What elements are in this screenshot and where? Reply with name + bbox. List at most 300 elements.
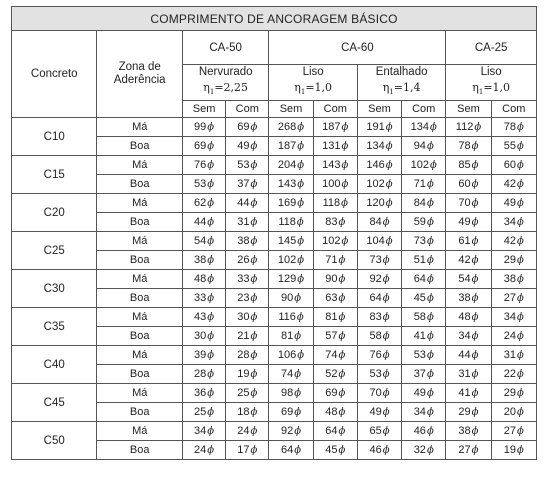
length-cell xyxy=(402,251,446,270)
phi-symbol: ϕ xyxy=(250,122,258,134)
phi-symbol: ϕ xyxy=(382,426,390,438)
length-cell xyxy=(402,308,446,327)
length-value: 57 xyxy=(325,330,338,343)
length-cell xyxy=(313,365,357,384)
phi-symbol: ϕ xyxy=(338,445,346,457)
phi-symbol: ϕ xyxy=(471,198,479,210)
length-value: 106 xyxy=(277,349,297,362)
concrete-class: C10 xyxy=(12,118,97,156)
length-value: 85 xyxy=(458,159,471,172)
length-value: 120 xyxy=(366,197,385,210)
phi-symbol: ϕ xyxy=(517,369,524,381)
length-value: 38 xyxy=(237,235,250,248)
length-value: 131 xyxy=(322,140,341,153)
length-value: 31 xyxy=(503,349,516,362)
phi-symbol: ϕ xyxy=(207,274,215,286)
phi-symbol: ϕ xyxy=(517,236,524,248)
length-value: 51 xyxy=(413,254,426,267)
phi-symbol: ϕ xyxy=(471,350,479,362)
length-cell xyxy=(182,232,225,251)
length-value: 24 xyxy=(237,425,250,438)
length-value: 24 xyxy=(194,444,207,457)
length-value: 49 xyxy=(369,406,382,419)
length-value: 19 xyxy=(237,368,250,381)
phi-symbol: ϕ xyxy=(385,179,393,191)
phi-symbol: ϕ xyxy=(517,255,524,267)
phi-symbol: ϕ xyxy=(207,122,215,134)
length-cell xyxy=(226,384,269,403)
phi-symbol: ϕ xyxy=(471,369,479,381)
length-cell xyxy=(491,232,536,251)
phi-symbol: ϕ xyxy=(338,407,346,419)
length-cell xyxy=(491,156,536,175)
length-value: 92 xyxy=(369,273,382,286)
table-row xyxy=(12,156,537,175)
length-cell xyxy=(226,175,269,194)
phi-symbol: ϕ xyxy=(517,179,524,191)
length-cell xyxy=(357,403,401,422)
phi-symbol: ϕ xyxy=(207,160,215,172)
length-value: 31 xyxy=(458,368,471,381)
length-cell xyxy=(357,346,401,365)
length-value: 134 xyxy=(410,121,429,134)
length-value: 83 xyxy=(325,216,338,229)
length-value: 98 xyxy=(280,387,294,400)
length-value: 146 xyxy=(366,159,385,172)
bar-type-label: Liso xyxy=(302,66,324,78)
length-cell xyxy=(226,251,269,270)
coef-subscript: 1 xyxy=(300,88,306,97)
length-cell xyxy=(313,156,357,175)
phi-symbol: ϕ xyxy=(471,217,479,229)
length-value: 25 xyxy=(237,387,250,400)
length-value: 78 xyxy=(503,121,516,134)
table-title: COMPRIMENTO DE ANCORAGEM BÁSICO xyxy=(12,7,537,31)
bond-zone: Boa xyxy=(97,137,182,156)
table-row xyxy=(12,422,537,441)
concrete-class: C30 xyxy=(12,270,97,308)
length-value: 81 xyxy=(280,330,294,343)
phi-symbol: ϕ xyxy=(517,331,524,343)
length-value: 84 xyxy=(413,197,426,210)
length-cell xyxy=(182,384,225,403)
header-com: Com xyxy=(491,101,536,118)
bond-zone: Má xyxy=(97,346,182,365)
length-cell xyxy=(313,289,357,308)
phi-symbol: ϕ xyxy=(382,312,390,324)
length-cell xyxy=(446,137,491,156)
length-cell xyxy=(269,118,313,137)
length-cell xyxy=(269,137,313,156)
length-cell xyxy=(357,194,401,213)
phi-symbol: ϕ xyxy=(207,331,215,343)
phi-symbol: ϕ xyxy=(517,122,524,134)
length-cell xyxy=(446,289,491,308)
length-cell xyxy=(182,422,225,441)
phi-symbol: ϕ xyxy=(517,141,524,153)
length-value: 34 xyxy=(458,330,471,343)
length-value: 21 xyxy=(237,330,250,343)
length-cell xyxy=(491,403,536,422)
phi-symbol: ϕ xyxy=(471,255,479,267)
length-value: 53 xyxy=(413,349,426,362)
length-value: 92 xyxy=(280,425,294,438)
length-cell xyxy=(402,441,446,460)
length-value: 102 xyxy=(366,178,385,191)
phi-symbol: ϕ xyxy=(297,122,305,134)
phi-symbol: ϕ xyxy=(338,255,346,267)
header-sem: Sem xyxy=(269,101,313,118)
coef-symbol: η xyxy=(472,81,479,94)
length-cell xyxy=(402,175,446,194)
phi-symbol: ϕ xyxy=(517,293,524,305)
length-value: 102 xyxy=(410,159,429,172)
phi-symbol: ϕ xyxy=(294,407,302,419)
length-cell xyxy=(182,251,225,270)
phi-symbol: ϕ xyxy=(426,350,434,362)
length-value: 83 xyxy=(369,311,382,324)
length-value: 112 xyxy=(455,121,474,134)
length-cell xyxy=(446,156,491,175)
bond-zone: Boa xyxy=(97,327,182,346)
length-cell xyxy=(491,137,536,156)
length-cell xyxy=(446,194,491,213)
phi-symbol: ϕ xyxy=(297,179,305,191)
bar-type-label: Entalhado xyxy=(375,66,428,78)
length-cell xyxy=(182,327,225,346)
phi-symbol: ϕ xyxy=(294,293,302,305)
length-cell xyxy=(226,137,269,156)
phi-symbol: ϕ xyxy=(207,217,215,229)
length-cell xyxy=(491,422,536,441)
length-cell xyxy=(313,194,357,213)
phi-symbol: ϕ xyxy=(250,312,258,324)
bond-zone: Má xyxy=(97,270,182,289)
coef-subscript: 1 xyxy=(209,88,215,97)
length-value: 33 xyxy=(237,273,250,286)
length-cell xyxy=(269,441,313,460)
length-cell xyxy=(357,137,401,156)
phi-symbol: ϕ xyxy=(426,236,434,248)
phi-symbol: ϕ xyxy=(517,350,524,362)
length-cell xyxy=(182,441,225,460)
length-value: 27 xyxy=(503,292,516,305)
anchorage-length-table xyxy=(11,6,537,460)
table-row xyxy=(12,194,537,213)
length-cell xyxy=(402,270,446,289)
length-cell xyxy=(313,346,357,365)
length-cell xyxy=(491,308,536,327)
bond-zone: Boa xyxy=(97,289,182,308)
phi-symbol: ϕ xyxy=(382,369,390,381)
length-value: 102 xyxy=(322,235,341,248)
phi-symbol: ϕ xyxy=(250,198,258,210)
length-value: 41 xyxy=(413,330,426,343)
length-cell xyxy=(313,327,357,346)
length-value: 143 xyxy=(277,178,297,191)
phi-symbol: ϕ xyxy=(385,141,393,153)
phi-symbol: ϕ xyxy=(426,198,434,210)
length-value: 71 xyxy=(325,254,338,267)
phi-symbol: ϕ xyxy=(382,350,390,362)
length-value: 58 xyxy=(369,330,382,343)
phi-symbol: ϕ xyxy=(341,122,349,134)
length-cell xyxy=(491,194,536,213)
length-cell xyxy=(269,308,313,327)
length-value: 63 xyxy=(325,292,338,305)
phi-symbol: ϕ xyxy=(471,236,479,248)
phi-symbol: ϕ xyxy=(471,331,479,343)
length-cell xyxy=(402,232,446,251)
phi-symbol: ϕ xyxy=(294,445,302,457)
table-row xyxy=(12,384,537,403)
length-cell xyxy=(182,156,225,175)
phi-symbol: ϕ xyxy=(297,141,305,153)
length-value: 169 xyxy=(277,197,297,210)
length-value: 46 xyxy=(413,425,426,438)
length-cell xyxy=(269,156,313,175)
coef-symbol: η xyxy=(203,81,210,94)
length-cell xyxy=(446,441,491,460)
phi-symbol: ϕ xyxy=(207,388,215,400)
length-cell xyxy=(313,441,357,460)
phi-symbol: ϕ xyxy=(474,122,482,134)
length-value: 43 xyxy=(194,311,207,324)
phi-symbol: ϕ xyxy=(338,426,346,438)
length-cell xyxy=(357,270,401,289)
bond-zone: Boa xyxy=(97,403,182,422)
length-cell xyxy=(313,213,357,232)
phi-symbol: ϕ xyxy=(250,217,258,229)
length-cell xyxy=(226,441,269,460)
length-value: 191 xyxy=(366,121,385,134)
header-zona-aderencia xyxy=(97,31,182,118)
phi-symbol: ϕ xyxy=(207,369,215,381)
phi-symbol: ϕ xyxy=(250,369,258,381)
length-cell xyxy=(226,308,269,327)
length-cell xyxy=(491,270,536,289)
length-value: 69 xyxy=(325,387,338,400)
phi-symbol: ϕ xyxy=(471,407,479,419)
phi-symbol: ϕ xyxy=(338,331,346,343)
length-cell xyxy=(182,175,225,194)
concrete-class: C50 xyxy=(12,422,97,460)
length-cell xyxy=(491,118,536,137)
phi-symbol: ϕ xyxy=(297,160,305,172)
length-cell xyxy=(269,384,313,403)
phi-symbol: ϕ xyxy=(250,236,258,248)
bond-coefficient xyxy=(446,80,536,100)
length-value: 78 xyxy=(458,140,471,153)
length-value: 45 xyxy=(325,444,338,457)
length-cell xyxy=(491,213,536,232)
length-value: 64 xyxy=(280,444,294,457)
length-cell xyxy=(182,270,225,289)
length-value: 65 xyxy=(369,425,382,438)
length-cell xyxy=(357,441,401,460)
length-cell xyxy=(357,118,401,137)
coef-value: =1,0 xyxy=(483,81,511,94)
phi-symbol: ϕ xyxy=(250,274,258,286)
length-value: 104 xyxy=(366,235,385,248)
length-cell xyxy=(269,175,313,194)
length-cell xyxy=(357,156,401,175)
phi-symbol: ϕ xyxy=(297,255,305,267)
length-value: 94 xyxy=(413,140,426,153)
length-cell xyxy=(226,289,269,308)
phi-symbol: ϕ xyxy=(338,312,346,324)
phi-symbol: ϕ xyxy=(294,426,302,438)
phi-symbol: ϕ xyxy=(250,255,258,267)
bond-zone: Boa xyxy=(97,441,182,460)
bond-coefficient xyxy=(183,80,268,100)
phi-symbol: ϕ xyxy=(517,160,524,172)
length-value: 71 xyxy=(413,178,426,191)
phi-symbol: ϕ xyxy=(297,350,305,362)
length-cell xyxy=(446,308,491,327)
bond-zone: Má xyxy=(97,194,182,213)
coef-subscript: 1 xyxy=(389,88,394,97)
coef-symbol: η xyxy=(382,81,390,94)
length-cell xyxy=(446,118,491,137)
phi-symbol: ϕ xyxy=(341,179,349,191)
length-cell xyxy=(402,327,446,346)
phi-symbol: ϕ xyxy=(426,293,434,305)
length-value: 38 xyxy=(194,254,207,267)
phi-symbol: ϕ xyxy=(297,236,305,248)
length-cell xyxy=(402,384,446,403)
length-value: 29 xyxy=(458,406,471,419)
length-value: 69 xyxy=(237,121,250,134)
length-cell xyxy=(402,365,446,384)
length-cell xyxy=(446,346,491,365)
length-value: 53 xyxy=(194,178,207,191)
length-cell xyxy=(446,327,491,346)
length-cell xyxy=(357,175,401,194)
coef-value: =2,25 xyxy=(214,81,249,94)
length-value: 70 xyxy=(369,387,382,400)
length-value: 28 xyxy=(194,368,207,381)
phi-symbol: ϕ xyxy=(207,198,215,210)
length-value: 48 xyxy=(458,311,471,324)
coef-subscript: 1 xyxy=(478,88,484,97)
phi-symbol: ϕ xyxy=(250,141,258,153)
length-value: 76 xyxy=(194,159,207,172)
length-value: 44 xyxy=(237,197,250,210)
length-value: 44 xyxy=(194,216,207,229)
length-cell xyxy=(182,289,225,308)
phi-symbol: ϕ xyxy=(250,445,258,457)
length-value: 70 xyxy=(458,197,471,210)
phi-symbol: ϕ xyxy=(471,179,479,191)
length-cell xyxy=(182,365,225,384)
length-cell xyxy=(313,175,357,194)
length-cell xyxy=(226,156,269,175)
header-ca25: CA-25 xyxy=(446,31,537,65)
phi-symbol: ϕ xyxy=(517,198,524,210)
length-value: 53 xyxy=(369,368,382,381)
header-ca60: CA-60 xyxy=(269,31,446,65)
length-cell xyxy=(446,403,491,422)
header-com: Com xyxy=(226,101,269,118)
phi-symbol: ϕ xyxy=(338,293,346,305)
length-cell xyxy=(402,137,446,156)
phi-symbol: ϕ xyxy=(426,274,434,286)
length-cell xyxy=(182,346,225,365)
length-cell xyxy=(269,251,313,270)
length-value: 69 xyxy=(280,406,294,419)
length-cell xyxy=(226,365,269,384)
header-ca50: CA-50 xyxy=(182,31,268,65)
length-value: 53 xyxy=(237,159,250,172)
bond-zone: Boa xyxy=(97,365,182,384)
header-concreto: Concreto xyxy=(12,31,97,118)
bond-zone: Má xyxy=(97,308,182,327)
length-cell xyxy=(446,422,491,441)
length-cell xyxy=(269,194,313,213)
length-value: 27 xyxy=(458,444,471,457)
length-value: 60 xyxy=(458,178,471,191)
length-cell xyxy=(357,289,401,308)
length-cell xyxy=(491,384,536,403)
phi-symbol: ϕ xyxy=(250,407,258,419)
length-cell xyxy=(491,289,536,308)
length-value: 42 xyxy=(503,178,516,191)
length-value: 31 xyxy=(237,216,250,229)
phi-symbol: ϕ xyxy=(338,388,346,400)
length-value: 49 xyxy=(413,387,426,400)
phi-symbol: ϕ xyxy=(341,236,349,248)
length-cell xyxy=(313,270,357,289)
bond-coefficient xyxy=(358,80,445,100)
phi-symbol: ϕ xyxy=(294,388,302,400)
length-cell xyxy=(226,403,269,422)
header-bar-type-0 xyxy=(182,65,268,101)
bond-coefficient xyxy=(269,80,356,100)
length-value: 64 xyxy=(413,273,426,286)
phi-symbol: ϕ xyxy=(250,331,258,343)
length-cell xyxy=(313,422,357,441)
length-value: 64 xyxy=(369,292,382,305)
phi-symbol: ϕ xyxy=(250,426,258,438)
header-sem: Sem xyxy=(446,101,491,118)
length-cell xyxy=(226,213,269,232)
phi-symbol: ϕ xyxy=(471,312,479,324)
phi-symbol: ϕ xyxy=(385,160,393,172)
bar-type-label: Nervurado xyxy=(198,66,253,78)
length-value: 54 xyxy=(194,235,207,248)
bond-zone: Má xyxy=(97,384,182,403)
length-value: 118 xyxy=(322,197,341,210)
phi-symbol: ϕ xyxy=(207,236,215,248)
length-value: 60 xyxy=(503,159,516,172)
length-cell xyxy=(357,365,401,384)
length-cell xyxy=(446,213,491,232)
length-value: 64 xyxy=(325,425,338,438)
bond-zone: Má xyxy=(97,232,182,251)
length-cell xyxy=(402,403,446,422)
header-bar-type-2 xyxy=(357,65,445,101)
length-value: 90 xyxy=(280,292,294,305)
length-cell xyxy=(226,118,269,137)
phi-symbol: ϕ xyxy=(338,274,346,286)
length-cell xyxy=(446,232,491,251)
length-value: 38 xyxy=(458,425,471,438)
table-row xyxy=(12,308,537,327)
length-cell xyxy=(269,213,313,232)
phi-symbol: ϕ xyxy=(207,179,215,191)
phi-symbol: ϕ xyxy=(207,350,215,362)
